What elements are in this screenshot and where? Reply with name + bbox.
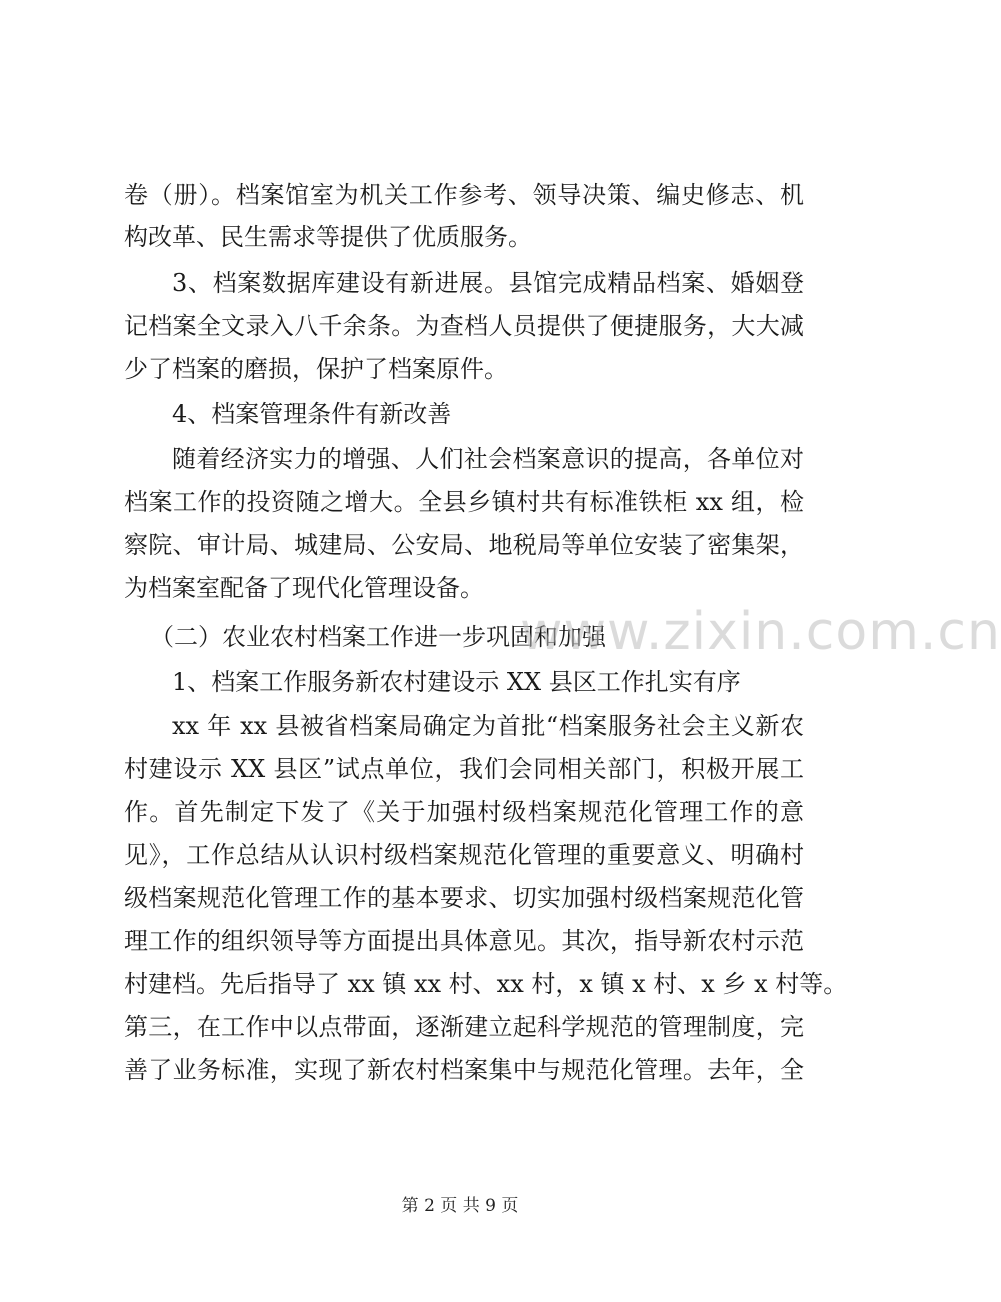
subsection-heading-1: 1、档案工作服务新农村建设示 XX 县区工作扎实有序 [172,668,741,696]
body-line-16: 见》，工作总结从认识村级档案规范化管理的重要意义、明确村 [124,841,804,869]
body-line-13: xx 年 xx 县被省档案局确定为首批“档案服务社会主义新农 [172,712,804,740]
body-line-3: 3、档案数据库建设有新进展。县馆完成精品档案、婚姻登 [172,269,804,297]
body-line-21: 善了业务标准，实现了新农村档案集中与规范化管理。去年，全 [124,1056,804,1084]
body-line-2: 构改革、民生需求等提供了优质服务。 [124,223,532,251]
body-line-10: 为档案室配备了现代化管理设备。 [124,574,484,602]
body-line-18: 理工作的组织领导等方面提出具体意见。其次，指导新农村示范 [124,927,804,955]
section-heading-2: （二）农业农村档案工作进一步巩固和加强 [150,623,606,651]
body-line-4: 记档案全文录入八千余条。为查档人员提供了便捷服务，大大减 [124,312,804,340]
body-line-1: 卷（册）。档案馆室为机关工作参考、领导决策、编史修志、机 [124,181,804,209]
body-line-19: 村建档。先后指导了 xx 镇 xx 村、xx 村，x 镇 x 村、x 乡 x 村等。 [124,970,848,998]
body-line-7: 随着经济实力的增强、人们社会档案意识的提高，各单位对 [172,445,804,473]
body-line-5: 少了档案的磨损，保护了档案原件。 [124,355,508,383]
body-line-8: 档案工作的投资随之增大。全县乡镇村共有标准铁柜 xx 组，检 [124,488,804,516]
watermark: www.zixin.com.cn [520,602,1001,662]
body-line-9: 察院、审计局、城建局、公安局、地税局等单位安装了密集架， [124,531,804,559]
body-line-20: 第三，在工作中以点带面，逐渐建立起科学规范的管理制度，完 [124,1013,804,1041]
page-footer: 第 2 页 共 9 页 [401,1196,519,1216]
section-heading-4: 4、档案管理条件有新改善 [172,400,452,428]
body-line-15: 作。首先制定下发了《关于加强村级档案规范化管理工作的意 [124,798,804,826]
body-line-14: 村建设示 XX 县区”试点单位，我们会同相关部门，积极开展工 [124,755,804,783]
body-line-17: 级档案规范化管理工作的基本要求、切实加强村级档案规范化管 [124,884,804,912]
